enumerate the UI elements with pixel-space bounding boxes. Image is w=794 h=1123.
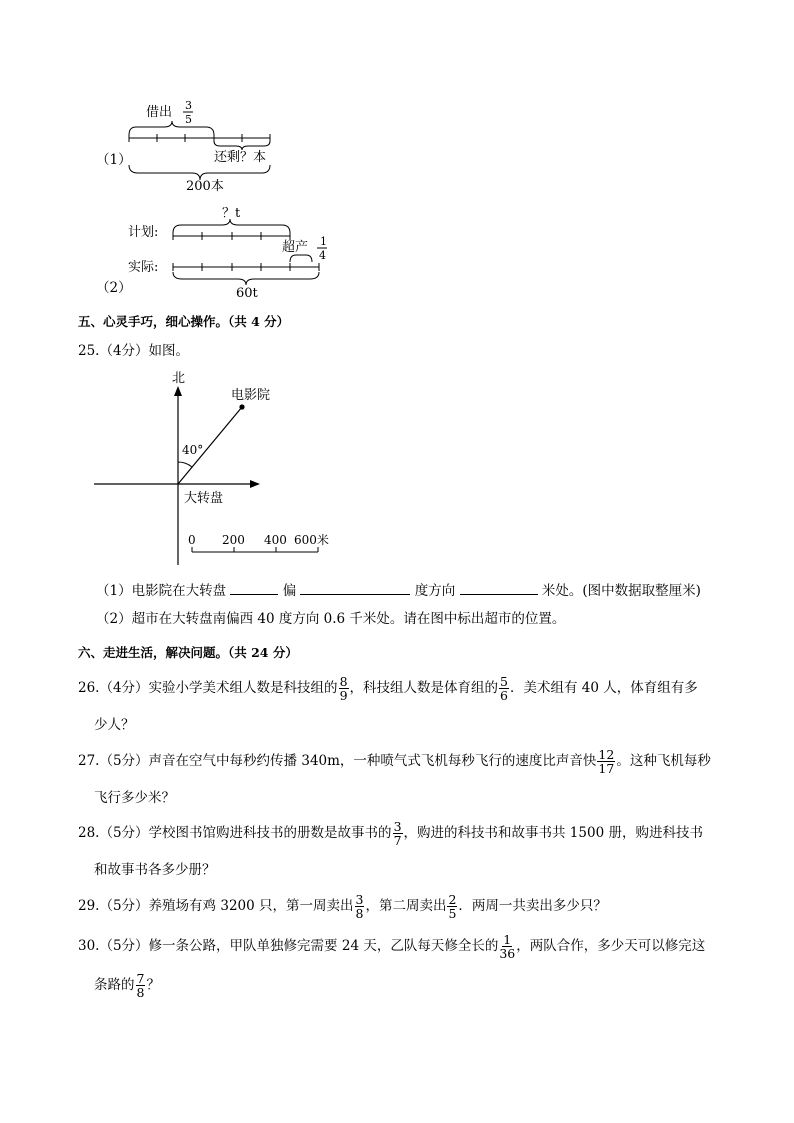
q28-line2: 和故事书各多少册？ bbox=[94, 862, 216, 878]
q29-line1: 29.（5分）养殖场有鸡 3200 只，第一周卖出 $\frac{3}{8}$ ，第二周卖出 $\frac{2}{5}$ ．两周一共卖出多少只？ bbox=[78, 892, 607, 921]
plan-top-label: ？t bbox=[222, 206, 241, 221]
q26-frac2: $\frac{5}{6}$ bbox=[500, 674, 508, 703]
center-label: 大转盘 bbox=[184, 491, 224, 506]
line-diagram-2 bbox=[126, 200, 346, 300]
blank-distance[interactable] bbox=[460, 580, 538, 595]
north-label: 北 bbox=[172, 371, 186, 386]
section5-title: 五、心灵手巧，细心操作。（共 4 分） bbox=[78, 314, 290, 329]
plan-label: 计划: bbox=[128, 225, 159, 240]
overproduce-frac-num: 1 bbox=[320, 235, 327, 248]
borrow-label: 借出 bbox=[146, 105, 173, 120]
borrow-frac-num: 3 bbox=[185, 99, 192, 112]
section6-title: 六、走进生活，解决问题。（共 24 分） bbox=[78, 645, 298, 660]
q30-frac2: $\frac{7}{8}$ bbox=[136, 971, 145, 1000]
q25-part1: （1）电影院在大转盘 偏 度方向 米处。(图中数据取整厘米) bbox=[96, 580, 701, 601]
q27-line1: 27.（5分）声音在空气中每秒约传播 340m，一种喷气式飞机每秒飞行的速度比声音快 $\frac{12}{17}$ 。这种飞机每秒 bbox=[78, 747, 711, 776]
scale-200: 200 bbox=[222, 533, 245, 547]
q27-line2: 飞行多少米？ bbox=[94, 790, 175, 806]
direction-diagram bbox=[88, 362, 348, 570]
scale-0: 0 bbox=[188, 533, 196, 547]
blank-degree[interactable] bbox=[300, 580, 410, 595]
line-diagram-1 bbox=[120, 95, 290, 195]
borrow-frac-den: 5 bbox=[185, 113, 192, 126]
q30-frac1: $\frac{1}{36}$ bbox=[499, 932, 516, 961]
q26-line2: 少人？ bbox=[94, 717, 135, 733]
q30-line1: 30.（5分）修一条公路，甲队单独修完需要 24 天，乙队每天修全长的 $\frac{1}{36}$ ，两队合作，多少天可以修完这 bbox=[78, 932, 706, 961]
q25-stem: 25.（4分）如图。 bbox=[78, 343, 190, 359]
q25-part2: （2）超市在大转盘南偏西 40 度方向 0.6 千米处。请在图中标出超市的位置。 bbox=[96, 611, 566, 627]
angle-label: 40° bbox=[182, 443, 204, 457]
overproduce-frac-den: 4 bbox=[319, 249, 326, 262]
bottom-label: 60t bbox=[236, 286, 258, 300]
overproduce-label: 超产 bbox=[282, 240, 309, 255]
blank-direction[interactable] bbox=[230, 580, 278, 595]
q29-frac2: $\frac{2}{5}$ bbox=[448, 892, 457, 921]
q26-frac1: $\frac{8}{9}$ bbox=[339, 674, 348, 703]
diagram2-number: （2） bbox=[96, 280, 132, 296]
actual-label: 实际: bbox=[128, 260, 159, 275]
remain-label: 还剩？本 bbox=[214, 150, 267, 165]
total-label: 200本 bbox=[186, 179, 224, 194]
diagram1-number: （1） bbox=[96, 152, 132, 168]
q28-frac1: $\frac{3}{7}$ bbox=[393, 819, 402, 848]
q30-line2: 条路的 $\frac{7}{8}$ ？ bbox=[94, 971, 160, 1000]
scale-400: 400 bbox=[264, 533, 287, 547]
cinema-label: 电影院 bbox=[231, 388, 271, 403]
q29-frac1: $\frac{3}{8}$ bbox=[355, 892, 364, 921]
q26-line1: 26.（4分）实验小学美术组人数是科技组的 $\frac{8}{9}$ ，科技组人数是体育组的 $\frac{5}{6}$ ．美术组有 40 人，体育组有多 bbox=[78, 674, 698, 703]
q27-frac1: $\frac{12}{17}$ bbox=[598, 747, 615, 776]
q28-line1: 28.（5分）学校图书馆购进科技书的册数是故事书的 $\frac{3}{7}$ ，购进的科技书和故事书共 1500 册，购进科技书 bbox=[78, 819, 703, 848]
scale-600: 600米 bbox=[294, 533, 329, 547]
